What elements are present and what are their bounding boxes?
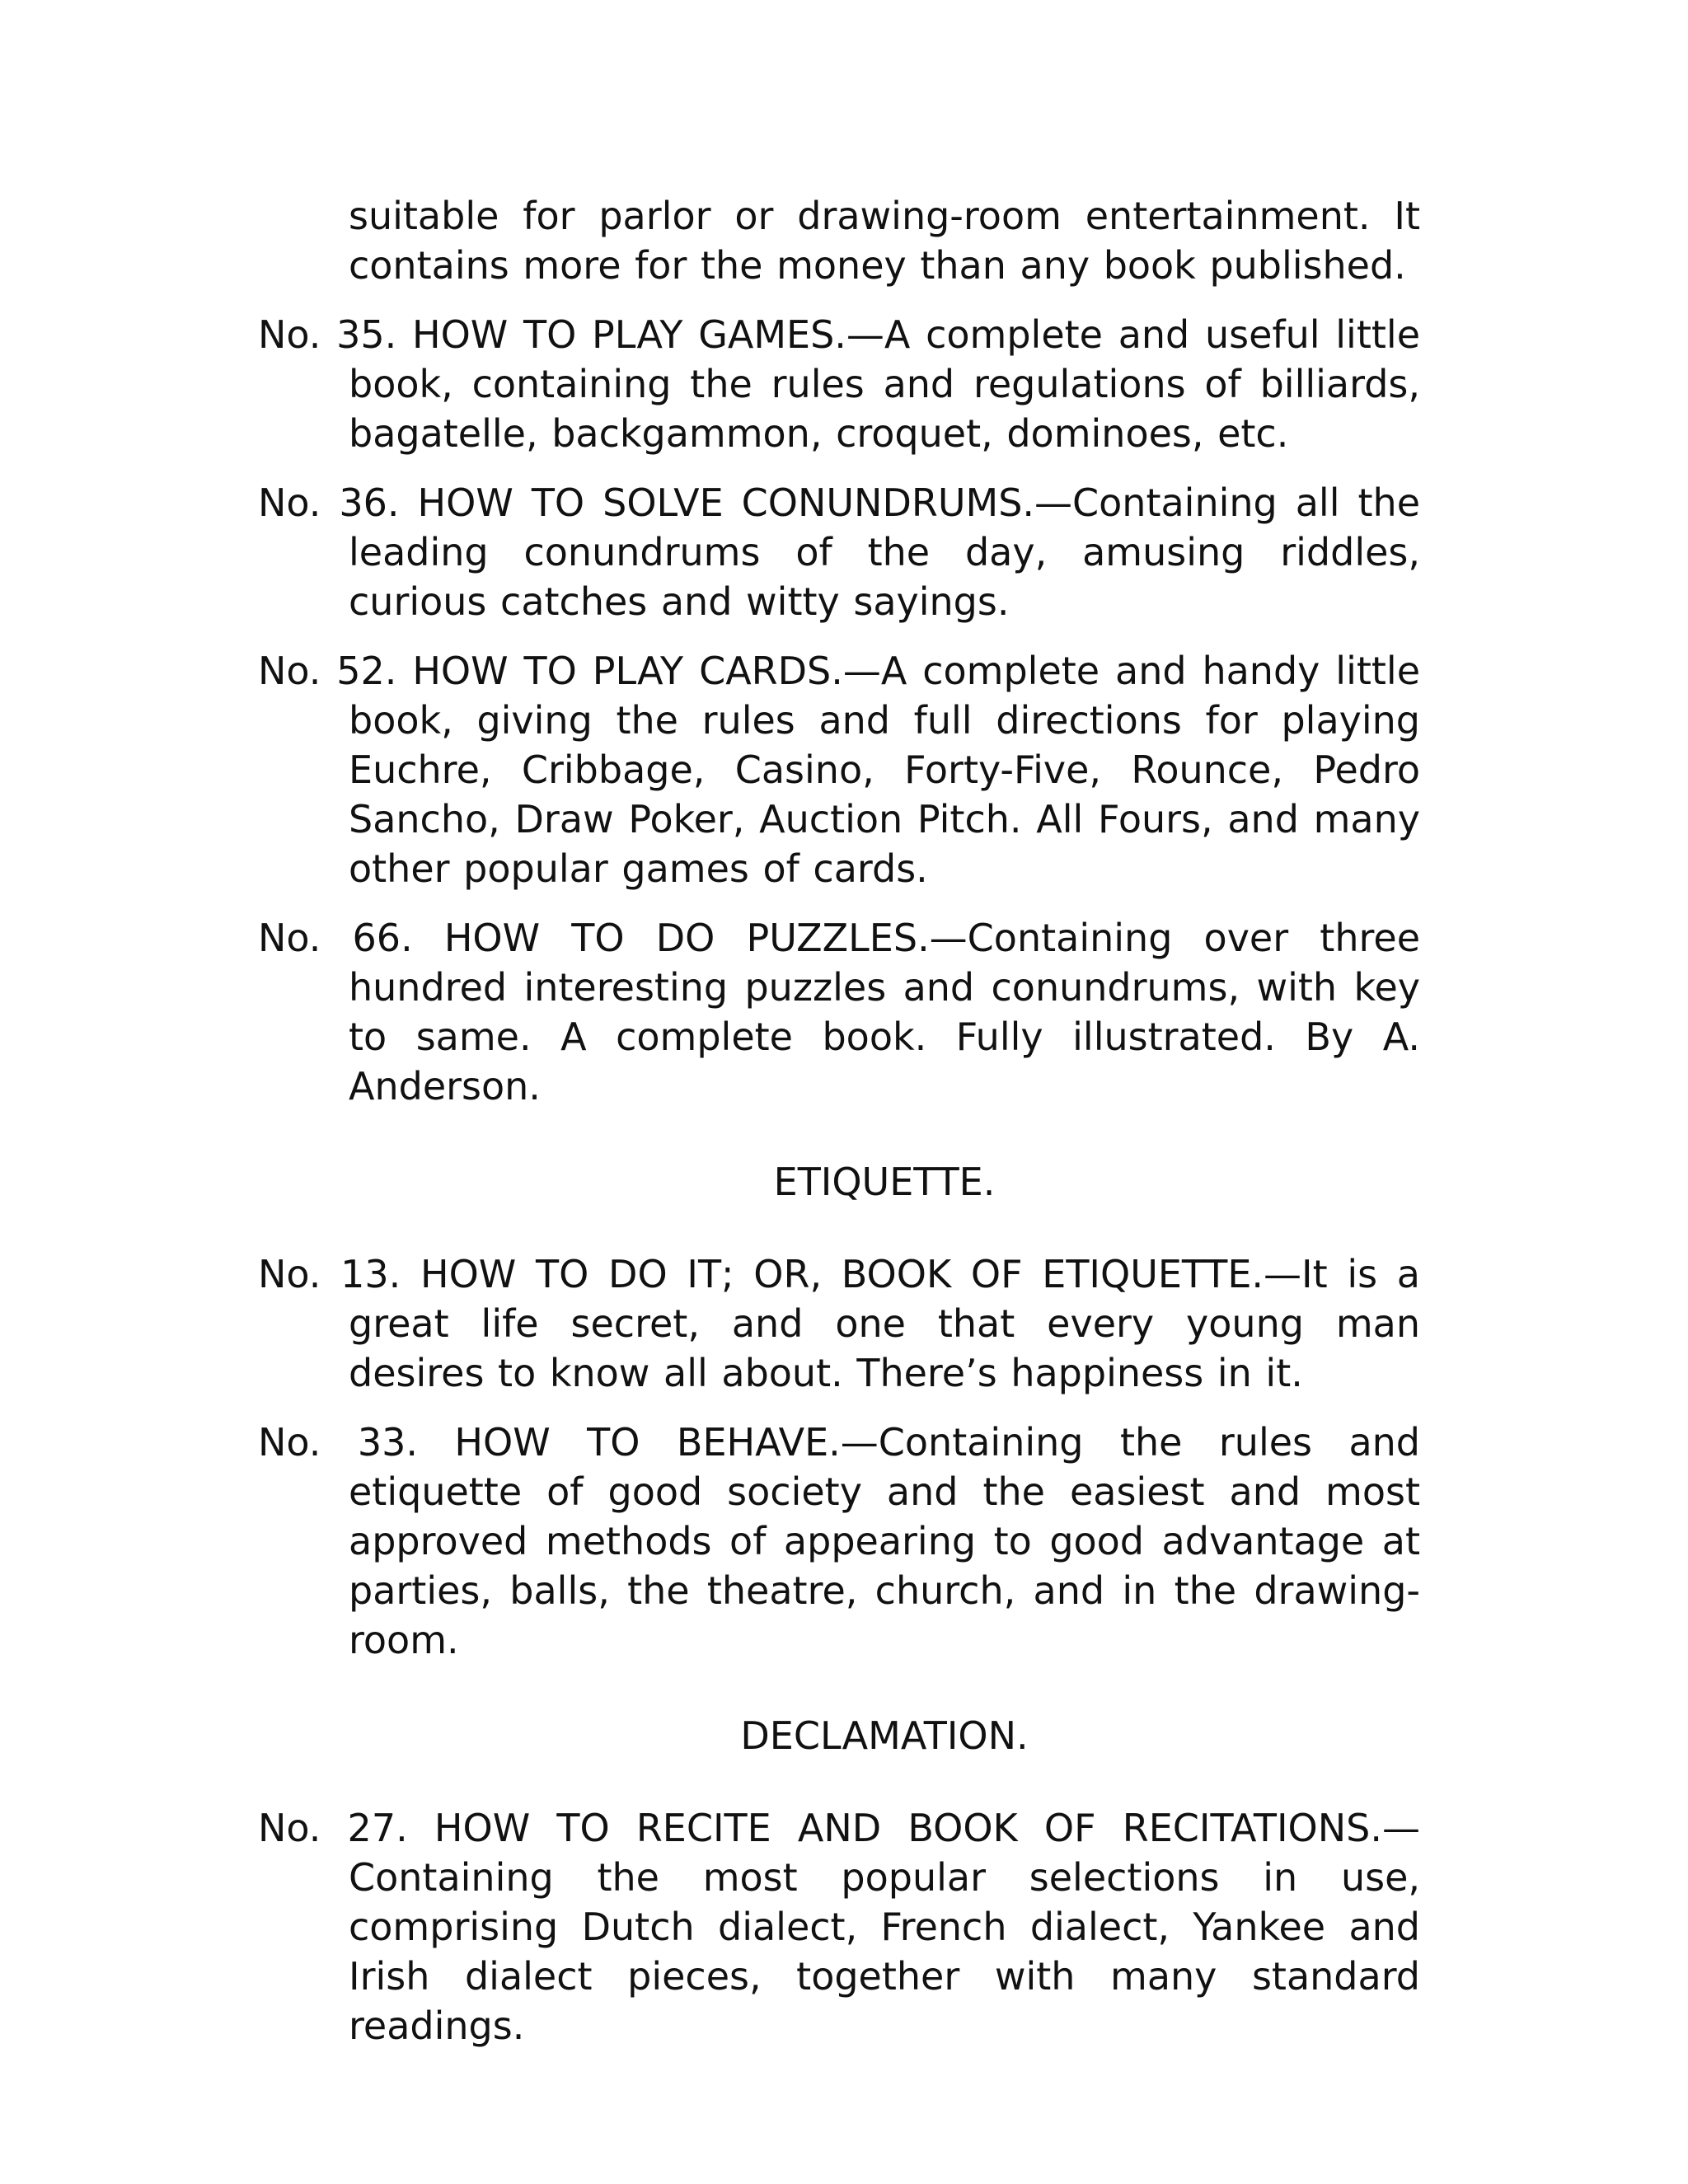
entry-no-27: No. 27. HOW TO RECITE AND BOOK OF RECITATIONS.—Containing the most popular selections in use, comprising Dutch dialect, French dialect, Yankee and Irish dialect pieces, together with many standard readings. [258,1806,1420,2048]
entry-no-36: No. 36. HOW TO SOLVE CONUNDRUMS.—Containing all the leading conundrums of the day, amusing riddles, curious catches and witty sayings. [258,480,1420,624]
entry-no-33: No. 33. HOW TO BEHAVE.—Containing the rules and etiquette of good society and the easiest and most approved methods of appearing to good advantage at parties, balls, the theatre, church, and in the drawing-room. [258,1420,1420,1662]
entry-continuation: suitable for parlor or drawing-room entertainment. It contains more for the money than any book published. [349,194,1420,288]
page-content [258,191,1420,2070]
entry-no-35: No. 35. HOW TO PLAY GAMES.—A complete and useful little book, containing the rules and regulations of billiards, bagatelle, backgammon, croquet, dominoes, etc. [258,312,1420,456]
entry-no-52: No. 52. HOW TO PLAY CARDS.—A complete and handy little book, giving the rules and full directions for playing Euchre, Cribbage, Casino, Forty-Five, Rounce, Pedro Sancho, Draw Poker, Auction Pitch. All Fours, and many other popular games of cards. [258,649,1420,891]
entry-no-66: No. 66. HOW TO DO PUZZLES.—Containing over three hundred interesting puzzles and conundrums, with key to same. A complete book. Fully illustrated. By A. Anderson. [258,916,1420,1108]
entry-no-13: No. 13. HOW TO DO IT; OR, BOOK OF ETIQUETTE.—It is a great life secret, and one that every young man desires to know all about. There’s happiness in it. [258,1252,1420,1395]
section-heading-etiquette: ETIQUETTE. [773,1160,996,1204]
section-heading-declamation: DECLAMATION. [740,1713,1029,1758]
